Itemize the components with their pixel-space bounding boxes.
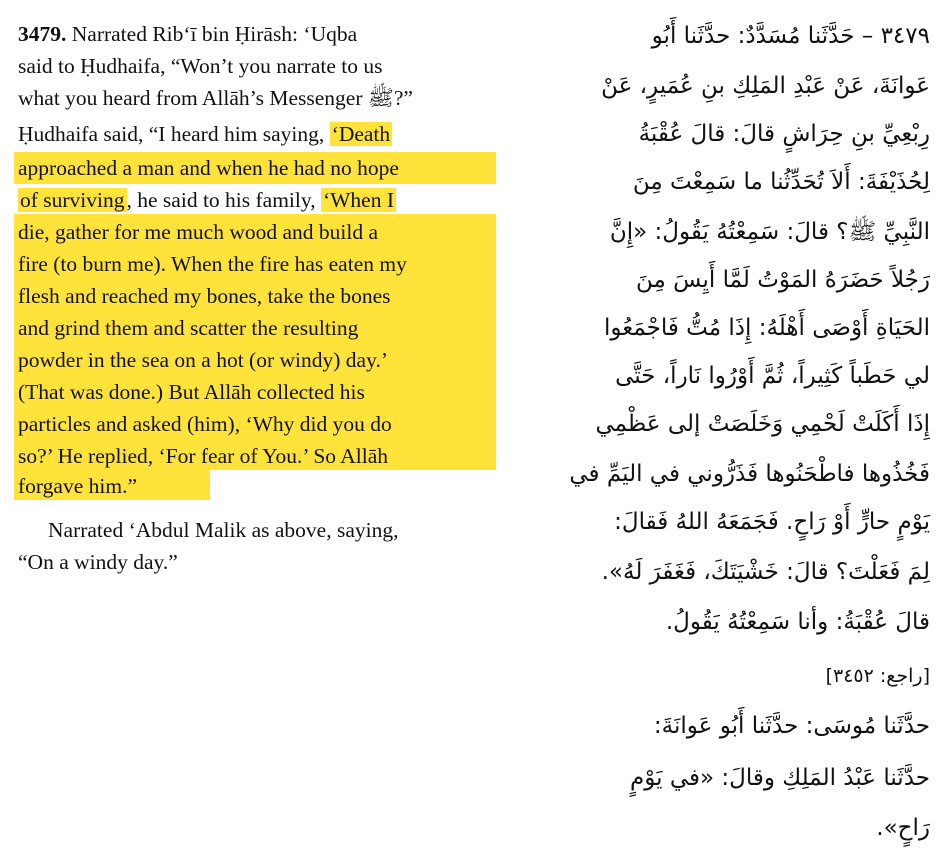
- english-line-16: Narrated ‘Abdul Malik as above, saying,: [48, 518, 399, 542]
- english-line-1: 3479. Narrated Rib‘ī bin Ḥirāsh: ‘Uqba: [18, 22, 358, 46]
- english-line-13: particles and asked (him), ‘Why did you do: [18, 412, 392, 436]
- highlight: ‘When I: [322, 188, 395, 212]
- english-line-3: what you heard from Allāh’s Messenger ﷺ?”: [18, 86, 413, 110]
- arabic-line-14: حدَّثَنا مُوسَى: حدَّثَنا أَبُو عَوانَةَ:: [653, 713, 930, 739]
- arabic-line-13: قالَ عُقْبَةُ: وأنا سَمِعْتُهُ يَقُولُ.: [665, 609, 930, 635]
- arabic-reference: [راجع: ٣٤٥٢]: [825, 665, 930, 687]
- arabic-line-10: فَخُذُوها فاطْحَنُوها فَذَرُّوني في اليَمِّ في: [569, 461, 930, 487]
- english-line-2: said to Ḥudhaifa, “Won’t you narrate to us: [18, 54, 383, 78]
- english-line-6: of surviving, he said to his family, ‘When I: [20, 188, 395, 212]
- arabic-line-12: لِمَ فَعَلْتَ؟ قالَ: خَشْيَتَكَ، فَغَفَرَ لَهُ».: [601, 559, 930, 585]
- highlight: of surviving: [20, 188, 125, 212]
- arabic-line-11: يَوْمٍ حارٍّ أَوْ رَاحٍ. فَجَمَعَهُ اللهُ فَقالَ:: [614, 509, 930, 535]
- english-line-4: Ḥudhaifa said, “I heard him saying, ‘Death: [18, 122, 391, 146]
- arabic-line-15: حدَّثَنا عَبْدُ المَلِكِ وقالَ: «في يَوْمٍ: [630, 765, 930, 791]
- arabic-line-2: عَوانَةَ، عَنْ عَبْدِ المَلِكِ بنِ عُمَيرٍ، عَنْ: [601, 73, 930, 99]
- arabic-line-16: رَاحٍ».: [876, 815, 930, 841]
- arabic-line-8: لي حَطَباً كَثِيراً، ثُمَّ أَوْرُوا نَاراً، حَتَّى: [615, 363, 930, 389]
- english-line-7: die, gather for me much wood and build a: [18, 220, 379, 244]
- english-line-10: and grind them and scatter the resulting: [18, 316, 359, 340]
- english-line-17: “On a windy day.”: [18, 550, 178, 574]
- english-line-12: (That was done.) But Allāh collected his: [18, 380, 365, 404]
- english-line-9: flesh and reached my bones, take the bones: [18, 284, 391, 308]
- arabic-line-9: إِذَا أَكَلَتْ لَحْمِي وَخَلَصَتْ إلى عَظْمِي: [595, 411, 930, 437]
- arabic-line-5: النَّبِيِّ ﷺ؟ قالَ: سَمِعْتُهُ يَقُولُ: «إِنَّ: [609, 219, 930, 245]
- english-line-11: powder in the sea on a hot (or windy) day.’: [18, 348, 388, 372]
- arabic-line-3: رِبْعِيِّ بنِ حِرَاشٍ قالَ: قالَ عُقْبَةُ: [638, 121, 930, 147]
- arabic-line-7: الحَيَاةِ أَوْصَى أَهْلَهُ: إِذَا مُتُّ فَاجْمَعُوا: [603, 315, 930, 341]
- english-line-14: so?’ He replied, ‘For fear of You.’ So Allāh: [18, 444, 389, 468]
- arabic-line-1: ٣٤٧٩ – حَدَّثَنا مُسَدَّدٌ: حدَّثَنا أَبُو: [651, 23, 930, 49]
- english-line-8: fire (to burn me). When the fire has eaten my: [18, 252, 407, 276]
- arabic-column: [505, 0, 950, 861]
- highlight: ‘Death: [331, 122, 391, 146]
- arabic-line-6: رَجُلاً حَضَرَهُ المَوْتُ لَمَّا أَيِسَ مِنَ: [636, 267, 930, 293]
- english-line-5: approached a man and when he had no hope: [18, 156, 399, 180]
- english-line-15: forgave him.”: [18, 474, 138, 498]
- arabic-line-4: لِحُذَيْفَةَ: أَلاَ تُحَدِّثُنا ما سَمِعْتَ مِنَ: [632, 169, 930, 195]
